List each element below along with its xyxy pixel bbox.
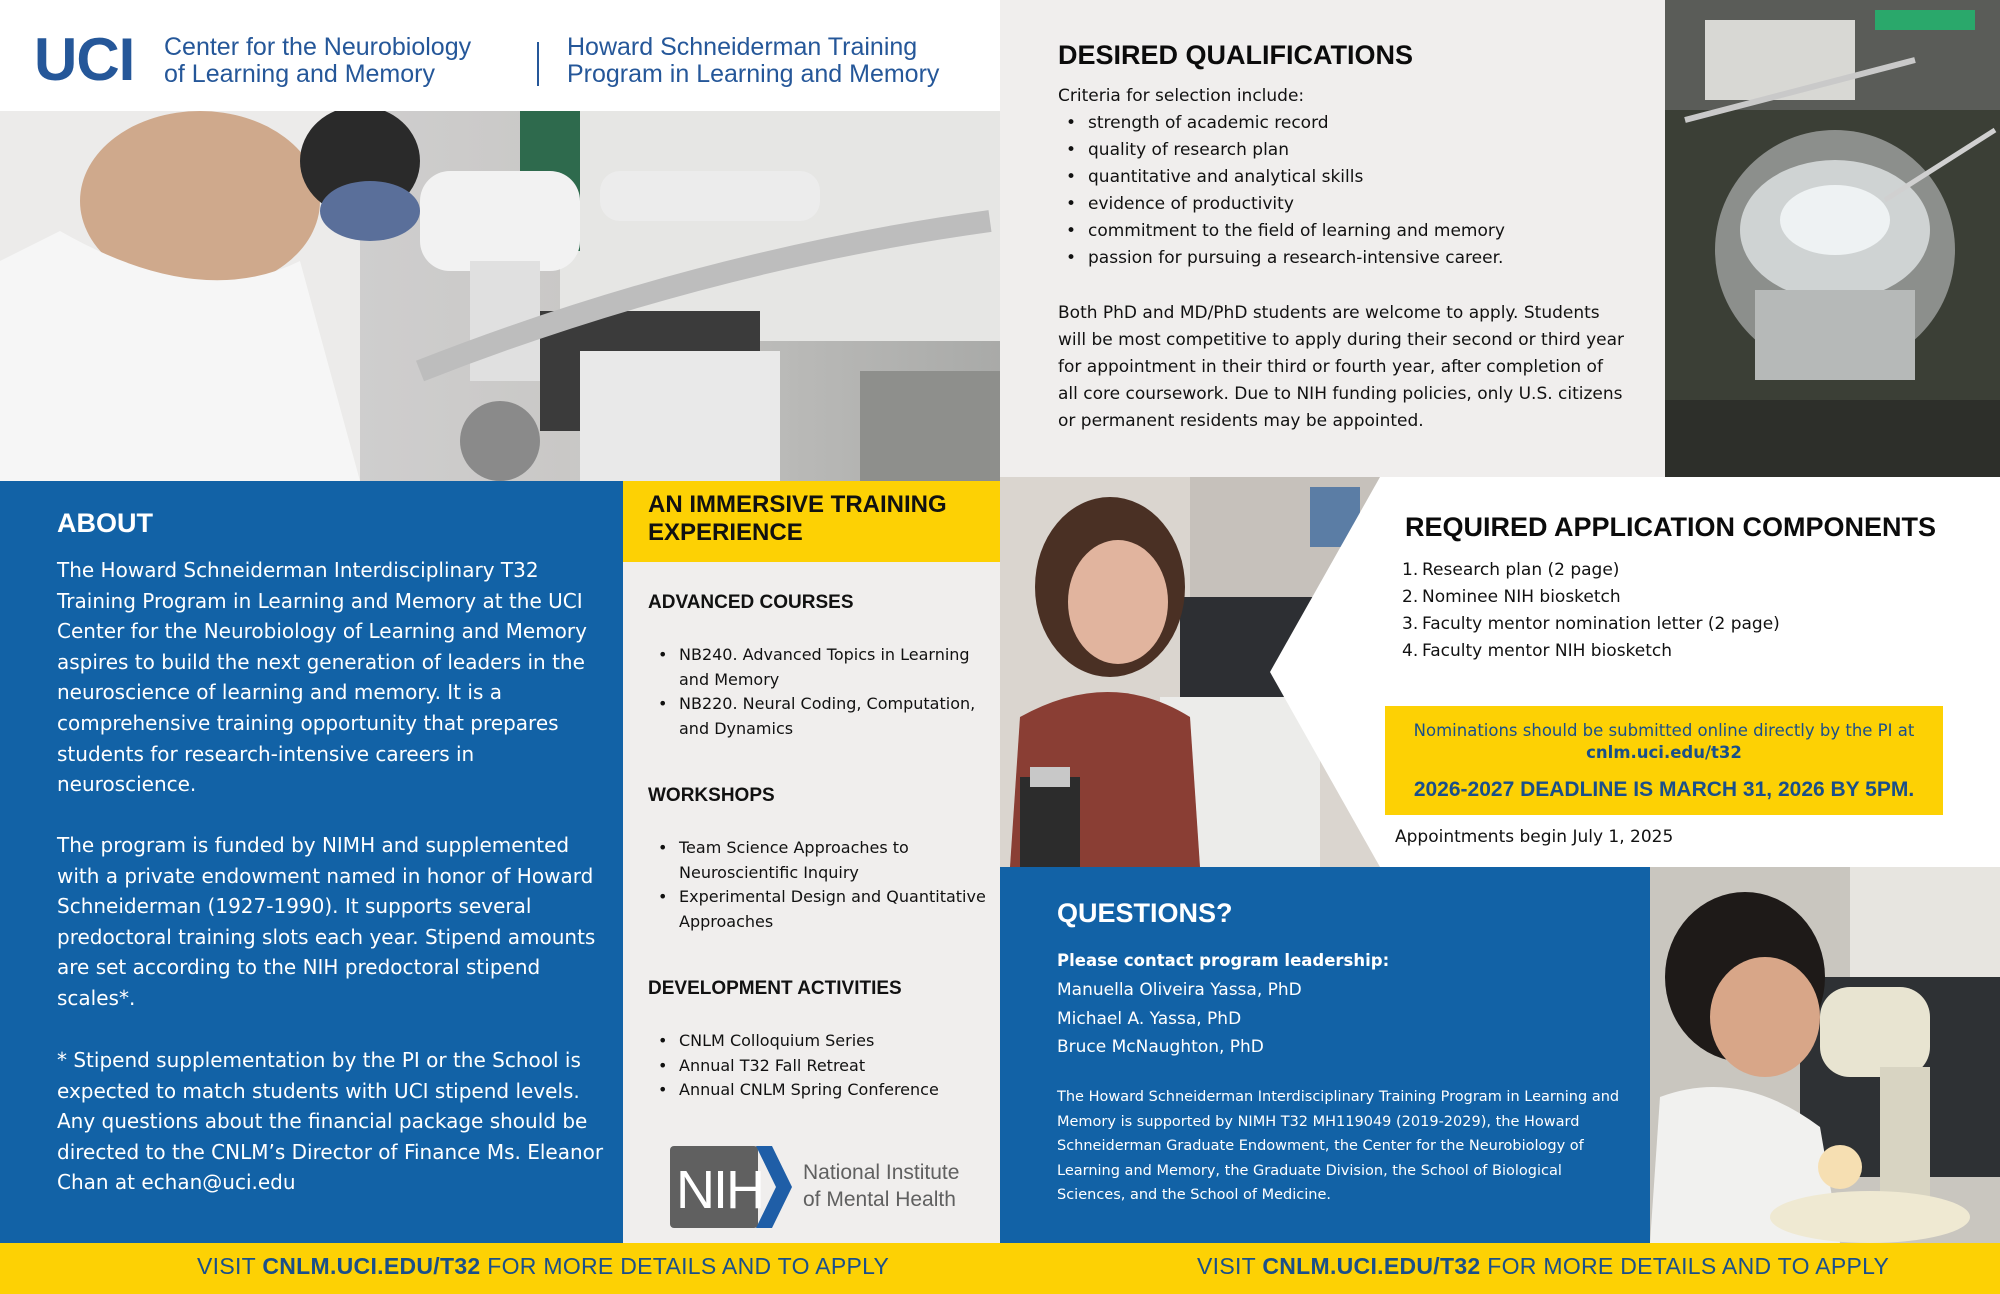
nih-logo bbox=[670, 1146, 970, 1228]
footer-link[interactable]: CNLM.UCI.EDU/T32 bbox=[1262, 1253, 1481, 1279]
workshops-title: WORKSHOPS bbox=[648, 785, 775, 806]
development-list bbox=[648, 1029, 988, 1103]
list-item: • Annual T32 Fall Retreat bbox=[648, 1054, 988, 1079]
qualifications-list bbox=[1058, 110, 1648, 272]
contact-list bbox=[1057, 976, 1302, 1062]
contact-name: Michael A. Yassa, PhD bbox=[1057, 1008, 1242, 1029]
nih-name-line2: of Mental Health bbox=[803, 1188, 956, 1211]
header-divider bbox=[537, 42, 539, 86]
student-microscope-photo bbox=[1650, 867, 2000, 1243]
qualifications-title: DESIRED QUALIFICATIONS bbox=[1058, 40, 1414, 70]
list-text: Faculty mentor NIH biosketch bbox=[1422, 641, 1673, 661]
program-name-line1: Howard Schneiderman Training bbox=[567, 33, 918, 61]
training-title: AN IMMERSIVE TRAINING EXPERIENCE bbox=[648, 491, 947, 546]
nominations-link[interactable]: cnlm.uci.edu/t32 bbox=[1586, 743, 1742, 762]
list-item: • quality of research plan bbox=[1058, 137, 1648, 164]
application-title: REQUIRED APPLICATION COMPONENTS bbox=[1405, 512, 1937, 542]
list-item: • CNLM Colloquium Series bbox=[648, 1029, 988, 1054]
list-item: • Annual CNLM Spring Conference bbox=[648, 1078, 988, 1103]
uci-logo: UCI bbox=[34, 26, 135, 93]
application-list bbox=[1402, 557, 1942, 665]
microscope-photo bbox=[0, 111, 1000, 481]
qualifications-body: Both PhD and MD/PhD students are welcome to apply. Students will be most competitive to apply during their second or third year for appointment in their third or fourth year, after completion of all core coursework. Due to NIH funding policies, only U.S. citizens or permanent residents may be appointed. bbox=[1058, 303, 1624, 431]
program-name-line2: Program in Learning and Memory bbox=[567, 60, 940, 88]
support-text: The Howard Schneiderman Interdisciplinary Training Program in Learning and Memory is supported by NIMH T32 MH119049 (2019-2029), the Howard Schneiderman Graduate Endowment, the Center for the Neurobiology of Learning and Memory, the Graduate Division, the School of Biological Sciences, and the School of Medicine. bbox=[1057, 1089, 1620, 1203]
list-item: • NB220. Neural Coding, Computation, and Dynamics bbox=[648, 692, 988, 741]
list-item bbox=[1402, 557, 1942, 584]
footer-cta-right bbox=[1197, 1253, 1889, 1280]
about-paragraph: The Howard Schneiderman Interdisciplinary T32 Training Program in Learning and Memory at the UCI Center for the Neurobiology of Learning and Memory aspires to build the next generation of leaders in the neuroscience of learning and memory. It is a comprehensive training opportunity that prepares students for research-intensive careers in neuroscience. bbox=[57, 558, 587, 797]
list-item bbox=[1402, 584, 1942, 611]
list-item: • strength of academic record bbox=[1058, 110, 1648, 137]
appointments-text: Appointments begin July 1, 2025 bbox=[1395, 827, 1674, 847]
footer-prefix: VISIT bbox=[197, 1253, 256, 1279]
list-item: • Experimental Design and Quantitative Approaches bbox=[648, 885, 988, 934]
questions-title: QUESTIONS? bbox=[1057, 898, 1233, 928]
nominations-text: Nominations should be submitted online directly by the PI at bbox=[1413, 721, 1915, 740]
footer-cta-left bbox=[197, 1253, 889, 1280]
courses-title: ADVANCED COURSES bbox=[648, 592, 854, 613]
list-item: • Team Science Approaches to Neuroscientific Inquiry bbox=[648, 836, 988, 885]
list-item: • NB240. Advanced Topics in Learning and Memory bbox=[648, 643, 988, 692]
list-item: • quantitative and analytical skills bbox=[1058, 164, 1648, 191]
deadline-text: 2026-2027 DEADLINE IS MARCH 31, 2026 BY 5PM. bbox=[1413, 778, 1915, 801]
footer-prefix: VISIT bbox=[1197, 1253, 1256, 1279]
nih-name bbox=[803, 1159, 983, 1213]
footer-link[interactable]: CNLM.UCI.EDU/T32 bbox=[262, 1253, 481, 1279]
program-name bbox=[567, 34, 987, 88]
about-paragraph: The program is funded by NIMH and supplemented with a private endowment named in honor of Howard Schneiderman (1927-1990). It supports several predoctoral training slots each year. Stipend amounts are set according to the NIH predoctoral stipend scales*. bbox=[57, 833, 596, 1010]
list-number: 4. bbox=[1402, 641, 1419, 661]
list-text: Faculty mentor nomination letter (2 page) bbox=[1422, 614, 1780, 634]
about-paragraph: * Stipend supplementation by the PI or the School is expected to match students with UCI stipend levels. Any questions about the financial package should be directed to the CNLM’s Director of Finance Ms. Eleanor Chan at echan@uci.edu bbox=[57, 1048, 604, 1195]
list-item: • evidence of productivity bbox=[1058, 191, 1648, 218]
development-title: DEVELOPMENT ACTIVITIES bbox=[648, 978, 902, 999]
nih-abbr: NIH bbox=[676, 1160, 763, 1220]
list-item bbox=[1402, 638, 1942, 665]
recording-rig-photo bbox=[1665, 0, 2000, 477]
nih-name-line1: National Institute bbox=[803, 1161, 960, 1184]
about-title: ABOUT bbox=[57, 508, 153, 538]
center-name-line1: Center for the Neurobiology bbox=[164, 33, 472, 61]
list-item bbox=[1402, 611, 1942, 638]
center-name bbox=[164, 34, 524, 88]
nih-arrow-icon bbox=[756, 1146, 796, 1228]
list-number: 1. bbox=[1402, 560, 1419, 580]
qualifications-intro: Criteria for selection include: bbox=[1058, 86, 1305, 106]
list-item: • commitment to the field of learning and memory bbox=[1058, 218, 1648, 245]
list-text: Research plan (2 page) bbox=[1422, 560, 1620, 580]
footer-suffix: FOR MORE DETAILS AND TO APPLY bbox=[1487, 1253, 1890, 1279]
courses-list bbox=[648, 643, 988, 741]
footer-suffix: FOR MORE DETAILS AND TO APPLY bbox=[487, 1253, 890, 1279]
list-number: 3. bbox=[1402, 614, 1419, 634]
list-number: 2. bbox=[1402, 587, 1419, 607]
list-item: • passion for pursuing a research-intensive career. bbox=[1058, 245, 1648, 272]
center-name-line2: of Learning and Memory bbox=[164, 60, 435, 88]
contact-name: Manuella Oliveira Yassa, PhD bbox=[1057, 980, 1302, 1000]
contact-name: Bruce McNaughton, PhD bbox=[1057, 1037, 1264, 1057]
list-text: Nominee NIH biosketch bbox=[1422, 587, 1621, 607]
nih-logo-box bbox=[670, 1146, 763, 1228]
workshops-list bbox=[648, 836, 988, 934]
contact-label: Please contact program leadership: bbox=[1057, 951, 1390, 970]
